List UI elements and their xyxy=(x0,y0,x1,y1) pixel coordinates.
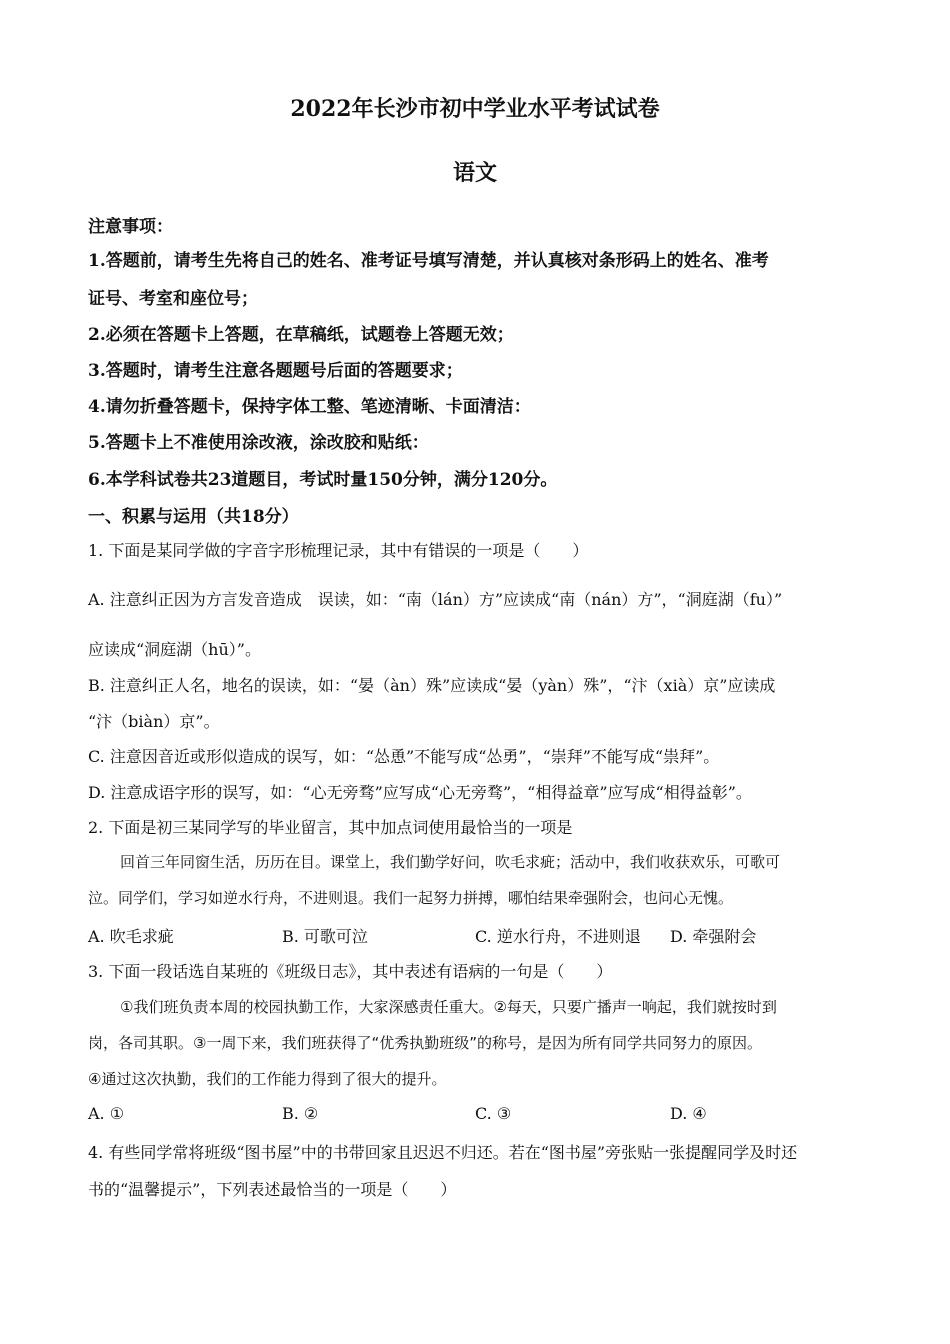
question-1-option-c: C. 注意因音近或形似造成的误写，如：“怂恿”不能写成“怂勇”，“崇拜”不能写成“祟拜”。 xyxy=(88,747,720,766)
section-heading: 一、积累与运用（共18分） xyxy=(88,507,299,527)
exam-title: 2022年长沙市初中学业水平考试试卷 xyxy=(290,96,660,122)
question-1-option-b: B. 注意纠正人名，地名的误读，如：“晏（àn）殊”应读成“晏（yàn）殊”，“汴（xià）京”应读成 xyxy=(88,676,776,695)
question-3-option: A. ① xyxy=(88,1104,125,1123)
notice-item: 3.答题时，请考生注意各题题号后面的答题要求； xyxy=(88,361,463,381)
notice-item: 6.本学科试卷共23道题目，考试时量150分钟，满分120分。 xyxy=(88,470,558,490)
notice-item: 4.请勿折叠答题卡，保持字体工整、笔迹清晰、卡面清洁： xyxy=(88,397,531,417)
question-3-passage-cont: ④通过这次执勤，我们的工作能力得到了很大的提升。 xyxy=(88,1070,447,1088)
notice-item: 1.答题前，请考生先将自己的姓名、准考证号填写清楚，并认真核对条形码上的姓名、准考 xyxy=(88,251,769,271)
notice-item: 证号、考室和座位号； xyxy=(88,289,258,309)
subject-title: 语文 xyxy=(452,160,497,186)
question-2-option: C. 逆水行舟，不进则退 xyxy=(475,927,641,946)
question-3-option: D. ④ xyxy=(670,1104,707,1123)
notice-item: 2.必须在答题卡上答题，在草稿纸，试题卷上答题无效； xyxy=(88,325,514,345)
question-3-passage: ①我们班负责本周的校园执勤工作，大家深感责任重大。②每天，只要广播声一响起，我们就按时到 xyxy=(120,998,777,1016)
question-4-stem: 4. 有些同学常将班级“图书屋”中的书带回家且迟迟不归还。若在“图书屋”旁张贴一张提醒同学及时还 xyxy=(88,1143,798,1162)
question-2-option: D. 牵强附会 xyxy=(670,927,757,946)
notice-item: 5.答题卡上不准使用涂改液，涂改胶和贴纸： xyxy=(88,433,429,453)
question-2-passage: 回首三年同窗生活，历历在目。课堂上，我们勤学好问，吹毛求疵；活动中，我们收获欢乐，可歌可 xyxy=(120,853,781,871)
question-2-option: A. 吹毛求疵 xyxy=(88,927,174,946)
question-1-stem: 1. 下面是某同学做的字音字形梳理记录，其中有错误的一项是（ ） xyxy=(88,541,589,560)
question-2-stem: 2. 下面是初三某同学写的毕业留言，其中加点词使用最恰当的一项是 xyxy=(88,818,573,837)
question-1-option-a-cont: 应读成“洞庭湖（hū）”。 xyxy=(88,640,261,659)
notice-heading: 注意事项： xyxy=(88,217,173,237)
question-1-option-a: A. 注意纠正因为方言发音造成 误读，如：“南（lán）方”应读成“南（nán）方”，“洞庭湖（fu）” xyxy=(88,590,783,609)
question-3-option: B. ② xyxy=(282,1104,319,1123)
question-3-passage-cont: 岗，各司其职。③一周下来，我们班获得了“优秀执勤班级”的称号，是因为所有同学共同努力的原因。 xyxy=(88,1034,762,1052)
question-1-option-b-cont: “汴（biàn）京”。 xyxy=(88,712,220,731)
question-3-option: C. ③ xyxy=(475,1104,512,1123)
question-1-option-d: D. 注意成语字形的误写，如：“心无旁骛”应写成“心无旁骛”，“相得益章”应写成“相得益彰”。 xyxy=(88,783,752,802)
question-2-option: B. 可歌可泣 xyxy=(282,927,368,946)
question-4-stem-cont: 书的“温馨提示”，下列表述最恰当的一项是（ ） xyxy=(88,1180,457,1199)
question-2-passage-cont: 泣。同学们，学习如逆水行舟，不进则退。我们一起努力拼搏，哪怕结果牵强附会，也问心无愧。 xyxy=(88,889,734,907)
question-3-stem: 3. 下面一段话选自某班的《班级日志》，其中表述有语病的一句是（ ） xyxy=(88,962,613,981)
